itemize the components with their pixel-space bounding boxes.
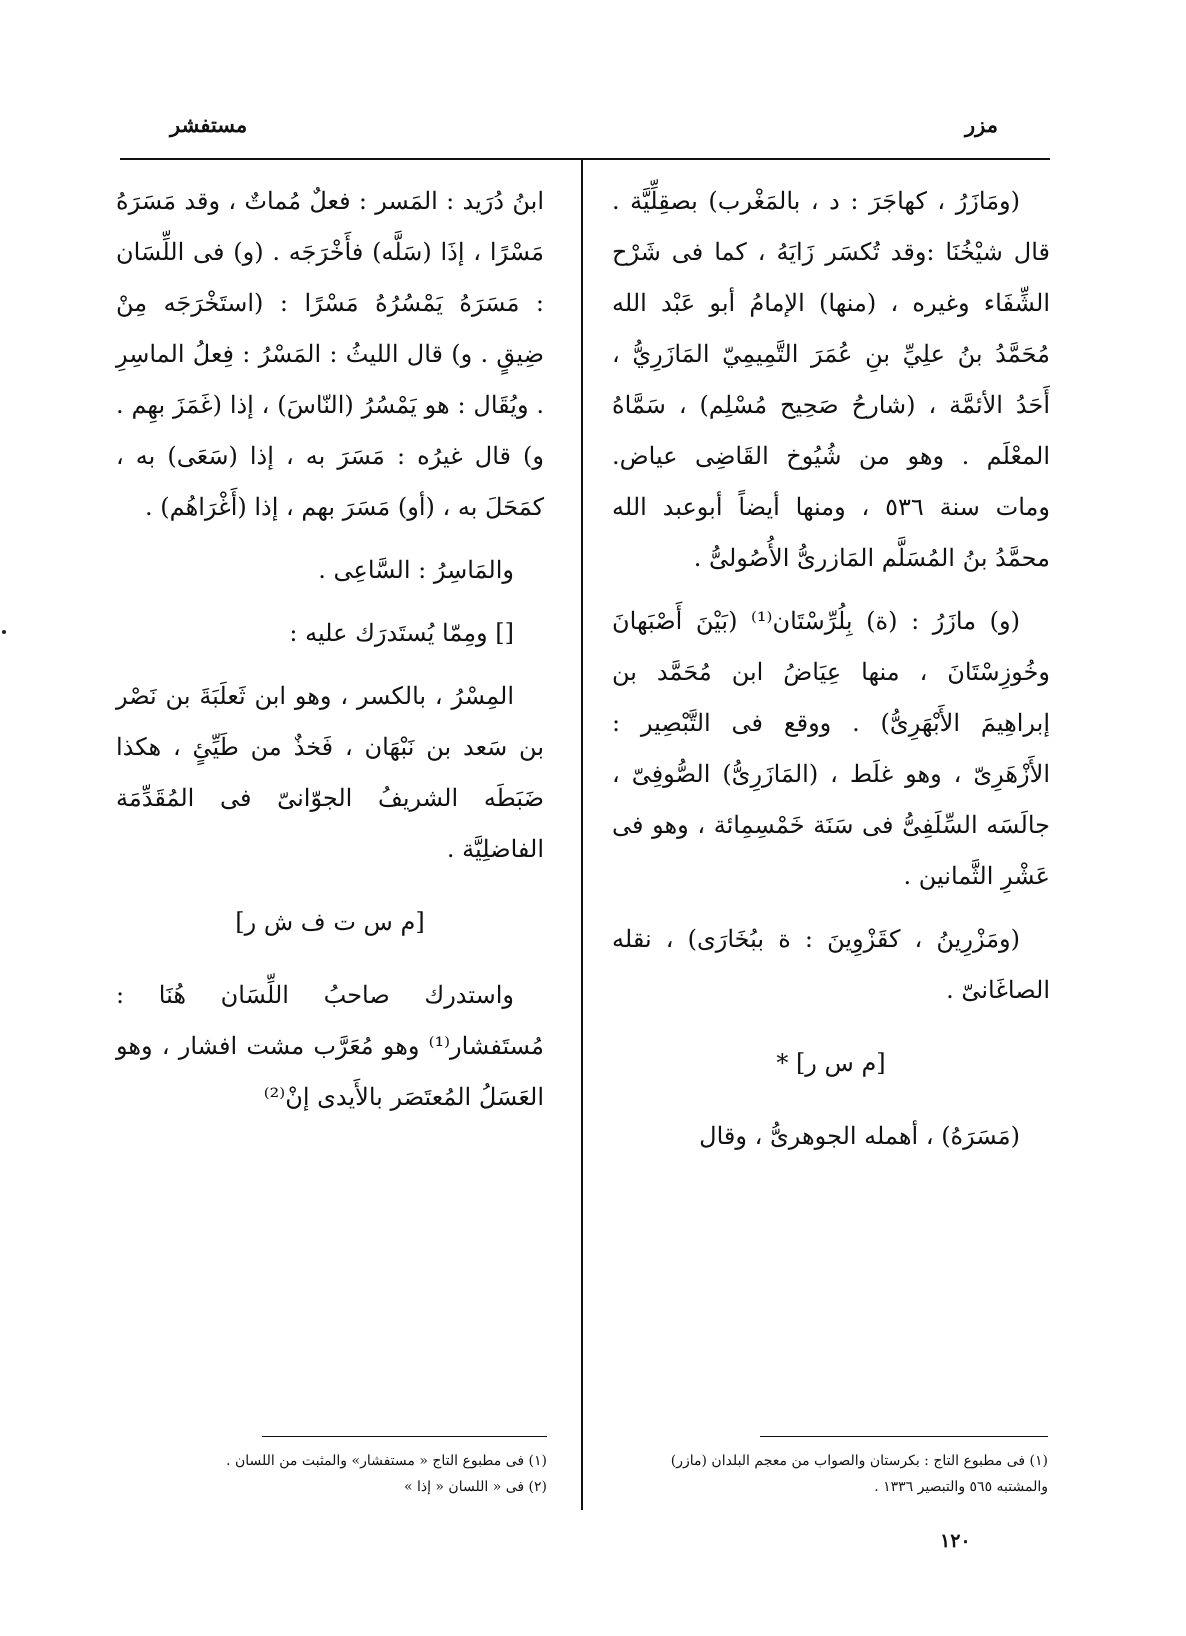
footnote-rule-left — [262, 1436, 547, 1437]
footnotes-left — [150, 1448, 547, 1500]
footnotes-right — [620, 1448, 1048, 1500]
right-column — [612, 176, 1050, 1174]
column-divider — [581, 160, 583, 1510]
section-heading: [م س ر] * — [776, 1049, 886, 1077]
entry-paragraph: (و) مازَرُ : (ة) بِلُرِّسْتَان⁽¹⁾ (بَيْنَ أَصْبَهانَ وخُوزِسْتَانَ ، منها عِيَاضُ ابن مُحَمَّد بن إبراهِيمَ الأَبْهَرِىُّ) . ووقع فى التَّبْصِير : الأَزْهَرِىّ ، وهو غلَط ، (المَازَرِىُّ) الصُّوفِىّ ، جالَسَه السِّلَفِىُّ فى سَنَة خَمْسِمِائة ، وهو فى عَشْرِ الثَّمانين . — [612, 607, 1050, 890]
footnote: (١) فى مطبوع التاج : بكرستان والصواب من معجم البلدان (مازر) والمشتبه ٥٦٥ والتبصير ١٣٣٦ . — [670, 1453, 1048, 1495]
entry-paragraph: (ومَزْرِينُ ، كقَزْوِينَ : ة ببُخَارَى) ، نقله الصاغَانىّ . — [612, 925, 1050, 1004]
header-root-word-left: مستفشر — [170, 112, 248, 137]
entry-paragraph: المِسْرُ ، بالكسر ، وهو ابن ثَعلَبَةَ بن نَصْر بن سَعد بن نَبْهَان ، فَخذٌ من طَيِّئٍ ، هكذا ضَبَطَه الشريفُ الجوّانىّ فى المُقَدِّمَة الفاضلِيَّة . — [116, 682, 544, 863]
entry-paragraph: [] ومِمّا يُستَدرَك عليه : — [289, 619, 514, 647]
footnote: (٢) فى « اللسان « إذا » — [403, 1479, 547, 1495]
page-number: ١٢٠ — [940, 1530, 971, 1552]
entry-paragraph: (مَسَرَهُ) ، أهمله الجوهرىُّ ، وقال — [699, 1122, 1020, 1150]
entry-paragraph: (ومَازَرُ ، كهاجَرَ : د ، بالمَغْرب) بصقِلِّيَّة . قال شيْخُنَا :وقد تُكسَر زَايَهُ ، كما فى شَرْح الشِّفَاء وغيره ، (منها) الإمامُ أبو عَبْد الله مُحَمَّدُ بنُ علِيِّ بنِ عُمَرَ التَّمِيمِيّ المَازَرِيُّ ، أَحَدُ الأئمَّة ، (شارحُ صَحِيح مُسْلِم) ، سَمَّاهُ المعْلَم . وهو من شُيُوخ القَاضِى عياض. ومات سنة ٥٣٦ ، ومنها أيضاً أبوعبد الله محمَّدُ بنُ المُسَلَّم المَازرىُّ الأُصُولىُّ . — [612, 187, 1051, 572]
header-rule — [120, 158, 1050, 160]
left-column — [116, 176, 544, 1135]
section-heading: [م س ت ف ش ر] — [235, 908, 425, 936]
entry-paragraph: واستدرك صاحبُ اللِّسَان هُنَا : مُستَفشار⁽¹⁾ وهو مُعَرَّب مشت افشار ، وهو العَسَلُ المُعتَصَر بالأَيدى إنْ⁽²⁾ — [116, 981, 544, 1111]
header-root-word-right: مزر — [965, 112, 998, 137]
entry-paragraph: ابنُ دُرَيد : المَسر : فعلٌ مُماتٌ ، وقد مَسَرَهُ مَسْرًا ، إذَا (سَلَّه) فأَخْرَجَه . (و) فى اللِّسَان : مَسَرَهُ يَمْسُرُهُ مَسْرًا : (استَخْرَجَه مِنْ ضِيقٍ . و) قال الليثُ : المَسْرُ : فِعلُ الماسِرِ . ويُقَال : هو يَمْسُرُ (النّاسَ) ، إذا (غَمَزَ بهِم . و) قال غيرُه : مَسَرَ به ، إذا (سَعَى) به ، كمَحَلَ به ، (أو) مَسَرَ بهم ، إذا (أَغْرَاهُم) . — [116, 187, 544, 521]
entry-paragraph: والمَاسِرُ : السَّاعِى . — [318, 556, 514, 584]
footnote: (١) فى مطبوع التاج « مستفشار» والمثبت من اللسان . — [226, 1453, 547, 1469]
footnote-rule-right — [760, 1436, 1048, 1437]
scan-edge-mark — [2, 630, 6, 634]
